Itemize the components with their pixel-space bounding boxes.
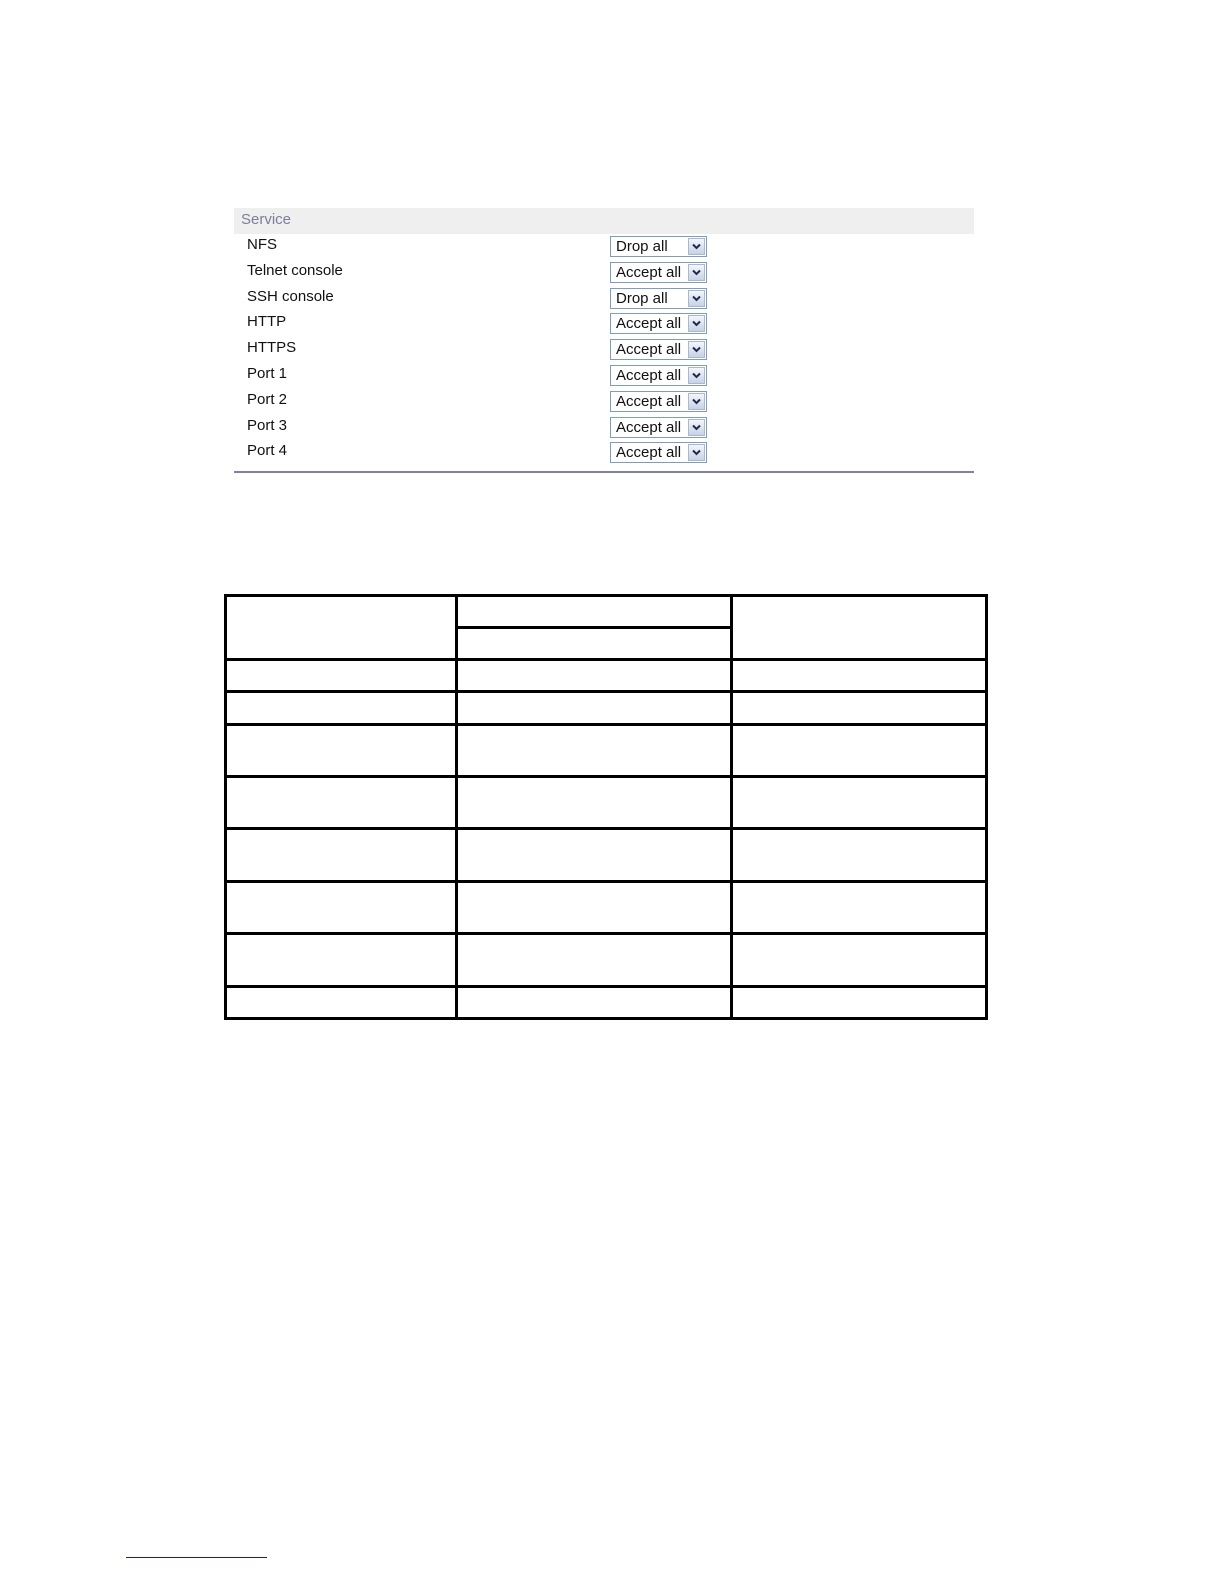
table-header-row [226,596,987,628]
table-row [226,986,987,1018]
table-row [226,881,987,933]
ssh-console-policy-select[interactable] [610,288,707,309]
table-cell [226,724,457,776]
table-header-cell [731,596,986,660]
chevron-down-icon[interactable] [688,238,705,255]
table-cell [731,881,986,933]
table-cell [456,829,731,881]
table-header-cell [226,596,457,660]
select-value: Accept all [616,263,682,281]
table-cell [226,986,457,1018]
https-policy-select[interactable] [610,339,707,360]
telnet-console-policy-select[interactable] [610,262,707,283]
service-label: Port 2 [247,390,288,408]
service-header: Service [234,208,974,234]
table-cell [226,829,457,881]
service-label: NFS [247,236,277,253]
port-4-policy-select[interactable] [610,442,707,463]
table-cell [456,692,731,724]
service-panel [234,208,974,473]
table-header-cell [456,596,731,628]
table-row [226,724,987,776]
select-value: Accept all [616,392,682,410]
footer-link-underline[interactable] [126,1557,267,1558]
select-value: Accept all [616,341,682,359]
nfs-policy-select[interactable] [610,236,707,257]
service-label: HTTPS [247,339,297,357]
chevron-down-icon[interactable] [688,393,705,410]
service-row-port-1 [234,363,974,389]
select-value: Drop all [616,289,668,307]
service-label: Telnet console [247,261,343,279]
service-row-https [234,337,974,363]
service-row-telnet [234,260,974,286]
select-value: Accept all [616,315,682,333]
table-cell [226,660,457,692]
select-value: Accept all [616,366,682,384]
table-row [226,934,987,986]
port-2-policy-select[interactable] [610,391,707,412]
service-row-port-4 [234,440,974,466]
table-cell [456,724,731,776]
empty-grid-table [224,594,988,1020]
select-value: Drop all [616,238,668,255]
table-cell [456,660,731,692]
select-value: Accept all [616,444,682,462]
service-row-port-2 [234,389,974,415]
table-cell [226,776,457,828]
table-cell [731,934,986,986]
service-row-port-3 [234,415,974,441]
chevron-down-icon[interactable] [688,264,705,281]
table-cell [731,660,986,692]
table-row [226,660,987,692]
table-row [226,776,987,828]
chevron-down-icon[interactable] [688,341,705,358]
table-cell [731,724,986,776]
table-cell [456,776,731,828]
service-label: HTTP [247,313,287,331]
http-policy-select[interactable] [610,313,707,334]
table-cell [731,829,986,881]
chevron-down-icon[interactable] [688,367,705,384]
service-label: Port 1 [247,364,288,382]
chevron-down-icon[interactable] [688,419,705,436]
port-3-policy-select[interactable] [610,417,707,438]
service-label: Port 4 [247,442,288,460]
table-row [226,829,987,881]
chevron-down-icon[interactable] [688,290,705,307]
table-cell [731,692,986,724]
service-row-ssh [234,286,974,312]
table-cell [456,934,731,986]
table-cell [731,986,986,1018]
service-label: Port 3 [247,416,288,434]
table-cell [731,776,986,828]
service-label: SSH console [247,287,334,305]
select-value: Accept all [616,418,682,436]
table-cell [456,986,731,1018]
service-row-http [234,311,974,337]
table-cell [226,934,457,986]
chevron-down-icon[interactable] [688,444,705,461]
table-header-cell [456,628,731,660]
table-cell [456,881,731,933]
chevron-down-icon[interactable] [688,315,705,332]
service-row-nfs [234,234,974,260]
table-cell [226,692,457,724]
table-row [226,692,987,724]
table-cell [226,881,457,933]
port-1-policy-select[interactable] [610,365,707,386]
